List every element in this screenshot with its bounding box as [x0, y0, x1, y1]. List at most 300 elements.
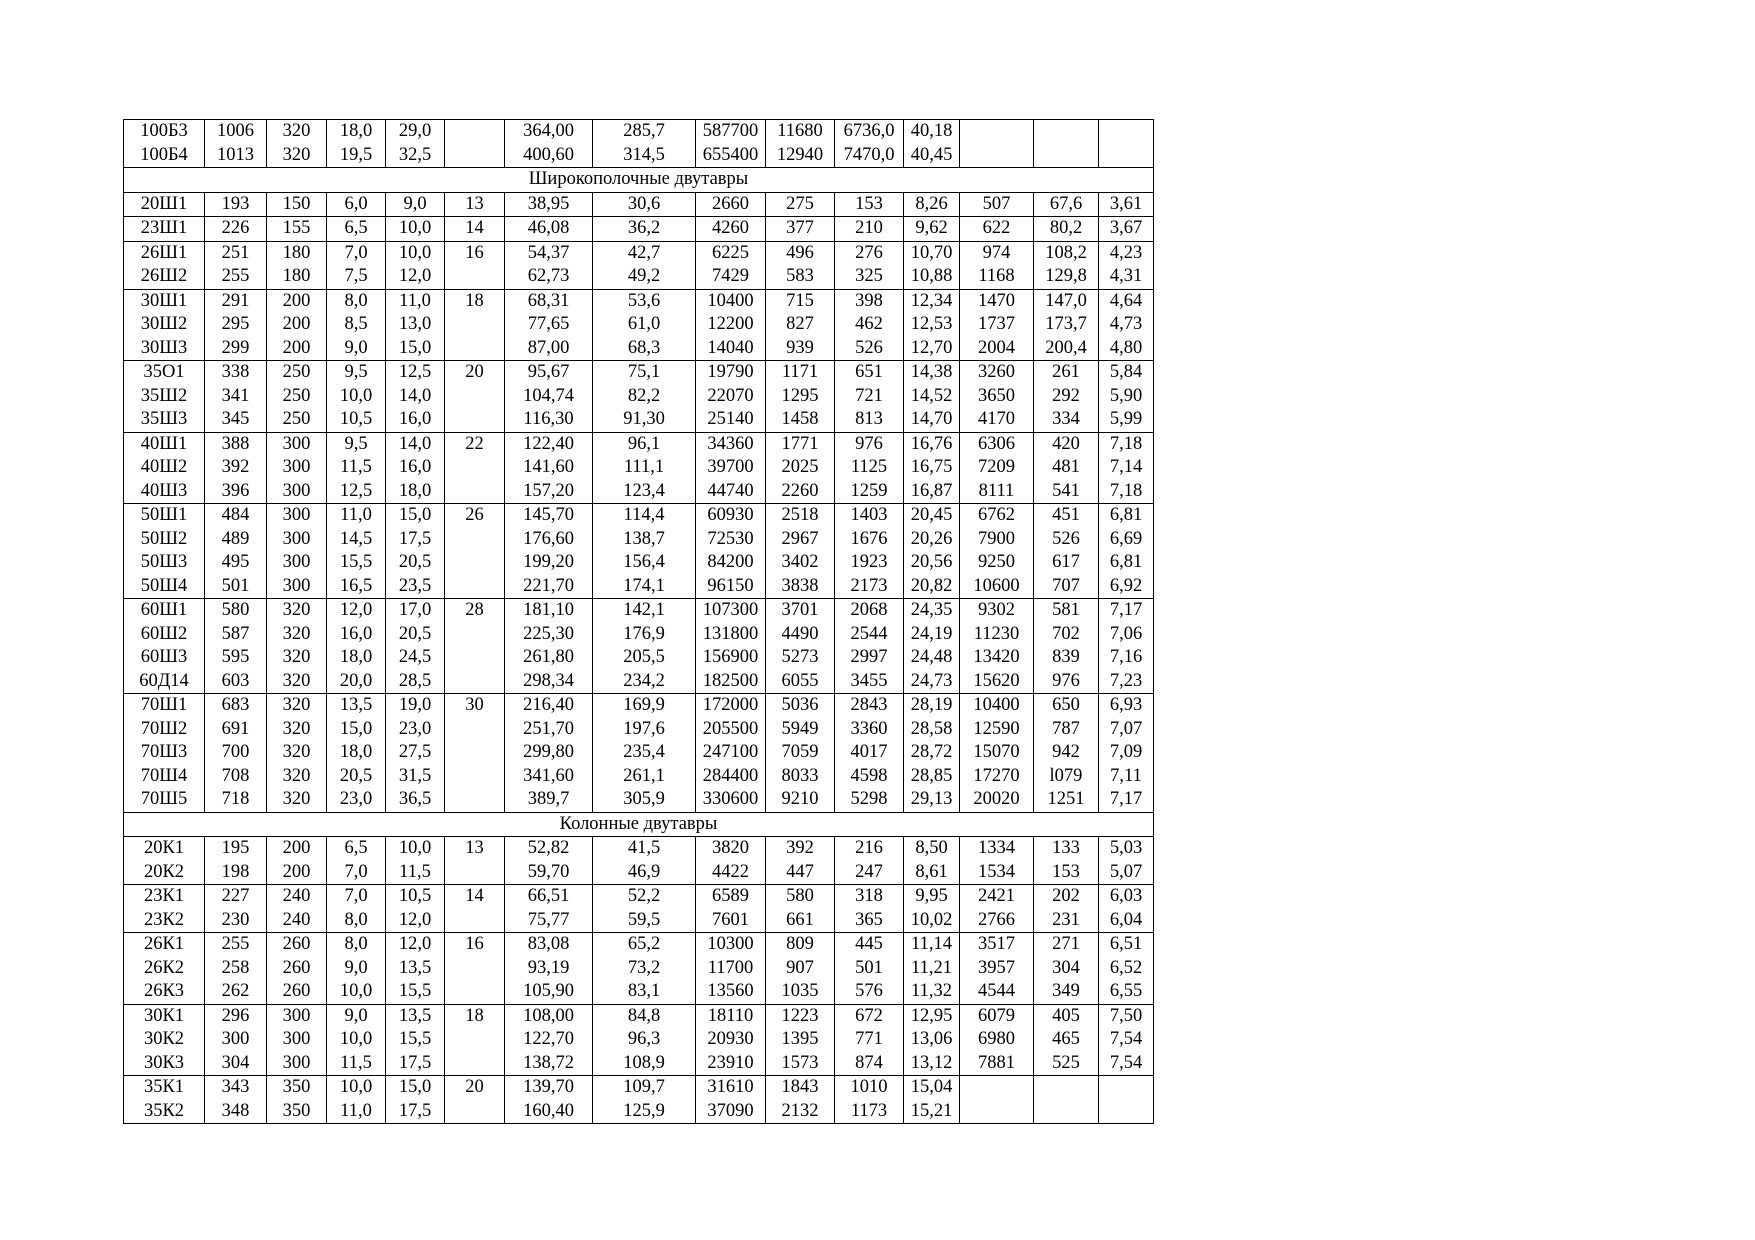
table-cell	[445, 456, 505, 480]
table-cell: 11,0	[327, 504, 386, 528]
table-cell: 13,0	[386, 313, 445, 337]
table-cell: 300	[267, 528, 327, 552]
table-cell: 10,0	[327, 1028, 386, 1052]
table-cell: 26	[445, 504, 505, 528]
table-cell	[445, 1100, 505, 1124]
table-cell: 198	[205, 861, 267, 885]
table-cell: 1470	[960, 289, 1034, 313]
table-cell: 650	[1034, 694, 1099, 718]
table-cell: 31,5	[386, 765, 445, 789]
table-cell: 37090	[696, 1100, 766, 1124]
table-cell: 16,87	[904, 480, 960, 504]
table-body	[124, 120, 1154, 1124]
table-cell: 3820	[696, 837, 766, 861]
table-cell: 73,2	[593, 957, 696, 981]
table-cell: 3360	[835, 718, 904, 742]
table-cell: 200	[267, 313, 327, 337]
table-cell: 14	[445, 217, 505, 242]
table-cell: 7,16	[1099, 646, 1154, 670]
table-cell: 227	[205, 885, 267, 909]
table-cell: 250	[267, 408, 327, 432]
profile-name-cell: 26К1	[124, 933, 205, 957]
table-cell: 61,0	[593, 313, 696, 337]
table-cell	[445, 980, 505, 1004]
table-cell: 11,32	[904, 980, 960, 1004]
table-cell: 67,6	[1034, 192, 1099, 217]
table-cell: 105,90	[505, 980, 593, 1004]
table-row	[124, 456, 1154, 480]
table-cell: 125,9	[593, 1100, 696, 1124]
table-cell: 576	[835, 980, 904, 1004]
table-cell: 17270	[960, 765, 1034, 789]
table-cell: 9,0	[327, 1004, 386, 1028]
table-cell: 1173	[835, 1100, 904, 1124]
table-cell: 75,1	[593, 361, 696, 385]
table-cell: 65,2	[593, 933, 696, 957]
profile-name-cell: 26К3	[124, 980, 205, 1004]
table-cell: 19,0	[386, 694, 445, 718]
table-cell: 300	[267, 1004, 327, 1028]
table-row	[124, 599, 1154, 623]
table-cell	[445, 765, 505, 789]
table-cell: 202	[1034, 885, 1099, 909]
table-cell: 7,50	[1099, 1004, 1154, 1028]
table-cell: 481	[1034, 456, 1099, 480]
table-cell: 392	[205, 456, 267, 480]
table-cell: 9,0	[327, 337, 386, 361]
table-cell: 22	[445, 432, 505, 456]
table-cell: 320	[267, 741, 327, 765]
table-cell: 507	[960, 192, 1034, 217]
table-cell: 205,5	[593, 646, 696, 670]
table-cell: 12,0	[386, 909, 445, 933]
table-cell: 325	[835, 265, 904, 289]
table-cell: 250	[267, 385, 327, 409]
table-row	[124, 432, 1154, 456]
table-cell: 1534	[960, 861, 1034, 885]
table-cell: 305,9	[593, 788, 696, 812]
table-cell: 299	[205, 337, 267, 361]
table-cell: 18	[445, 289, 505, 313]
table-cell: 226	[205, 217, 267, 242]
table-cell: 138,7	[593, 528, 696, 552]
table-cell: 255	[205, 933, 267, 957]
table-cell: 156,4	[593, 551, 696, 575]
table-row	[124, 1100, 1154, 1124]
table-cell: 13,5	[327, 694, 386, 718]
table-cell: 2025	[766, 456, 835, 480]
table-cell: 200	[267, 337, 327, 361]
table-cell: 5,90	[1099, 385, 1154, 409]
table-cell: 54,37	[505, 241, 593, 265]
table-cell: 29,0	[386, 120, 445, 144]
table-row	[124, 957, 1154, 981]
table-cell: 16	[445, 933, 505, 957]
table-cell	[960, 144, 1034, 168]
table-cell: 350	[267, 1076, 327, 1100]
table-row	[124, 385, 1154, 409]
table-cell: 133	[1034, 837, 1099, 861]
table-cell: 839	[1034, 646, 1099, 670]
table-cell: 6,03	[1099, 885, 1154, 909]
table-cell: 10600	[960, 575, 1034, 599]
table-cell: 10,0	[386, 217, 445, 242]
table-cell: 3260	[960, 361, 1034, 385]
table-cell: 20	[445, 361, 505, 385]
table-cell: 15,0	[386, 504, 445, 528]
table-cell: 15620	[960, 670, 1034, 694]
table-cell: 7900	[960, 528, 1034, 552]
table-cell: 1168	[960, 265, 1034, 289]
section-header-row	[124, 168, 1154, 193]
profile-name-cell: 35Ш2	[124, 385, 205, 409]
table-cell: 10,0	[386, 837, 445, 861]
table-cell: 320	[267, 120, 327, 144]
profile-name-cell: 70Ш4	[124, 765, 205, 789]
table-cell: 10,0	[327, 385, 386, 409]
table-cell: 976	[835, 432, 904, 456]
table-cell: 396	[205, 480, 267, 504]
table-cell: 495	[205, 551, 267, 575]
table-cell	[445, 1052, 505, 1076]
table-cell: 11230	[960, 623, 1034, 647]
table-cell: 526	[835, 337, 904, 361]
table-cell: 9250	[960, 551, 1034, 575]
table-cell: 49,2	[593, 265, 696, 289]
table-cell: 400,60	[505, 144, 593, 168]
table-cell: 15,5	[386, 980, 445, 1004]
table-cell: 24,35	[904, 599, 960, 623]
table-cell: 107300	[696, 599, 766, 623]
table-cell: 11680	[766, 120, 835, 144]
table-cell: 14,0	[386, 432, 445, 456]
table-cell: 583	[766, 265, 835, 289]
table-cell: 6980	[960, 1028, 1034, 1052]
table-cell: 216	[835, 837, 904, 861]
table-cell: 122,40	[505, 432, 593, 456]
table-cell: 18	[445, 1004, 505, 1028]
table-cell: 53,6	[593, 289, 696, 313]
table-row	[124, 646, 1154, 670]
table-cell: 36,5	[386, 788, 445, 812]
table-cell: 7881	[960, 1052, 1034, 1076]
table-cell: 156900	[696, 646, 766, 670]
table-cell: 111,1	[593, 456, 696, 480]
table-cell: 12,0	[386, 265, 445, 289]
table-row	[124, 265, 1154, 289]
table-cell: 320	[267, 599, 327, 623]
table-cell: 14040	[696, 337, 766, 361]
table-row	[124, 408, 1154, 432]
table-cell: 715	[766, 289, 835, 313]
table-cell: 721	[835, 385, 904, 409]
table-cell: 18,0	[327, 741, 386, 765]
table-cell: 250	[267, 361, 327, 385]
table-cell: 2843	[835, 694, 904, 718]
table-cell: 200,4	[1034, 337, 1099, 361]
profile-name-cell: 70Ш3	[124, 741, 205, 765]
table-cell: 230	[205, 909, 267, 933]
table-cell: 174,1	[593, 575, 696, 599]
table-row	[124, 1004, 1154, 1028]
profile-name-cell: 20К2	[124, 861, 205, 885]
table-cell: 251,70	[505, 718, 593, 742]
table-cell	[1034, 144, 1099, 168]
table-cell: 52,82	[505, 837, 593, 861]
table-cell: 2997	[835, 646, 904, 670]
table-cell: 225,30	[505, 623, 593, 647]
table-row	[124, 504, 1154, 528]
table-cell: 6079	[960, 1004, 1034, 1028]
table-row	[124, 623, 1154, 647]
table-cell: 320	[267, 765, 327, 789]
table-cell	[445, 337, 505, 361]
profile-name-cell: 35O1	[124, 361, 205, 385]
table-cell: 4,31	[1099, 265, 1154, 289]
table-cell: 28,58	[904, 718, 960, 742]
profile-name-cell: 23Ш1	[124, 217, 205, 242]
table-cell: 587	[205, 623, 267, 647]
table-cell: 16	[445, 241, 505, 265]
table-cell: 10,02	[904, 909, 960, 933]
table-cell: 11700	[696, 957, 766, 981]
table-cell: 581	[1034, 599, 1099, 623]
table-cell: 7,09	[1099, 741, 1154, 765]
table-cell: 19,5	[327, 144, 386, 168]
table-cell: 20,26	[904, 528, 960, 552]
table-cell: 300	[205, 1028, 267, 1052]
table-cell: 6762	[960, 504, 1034, 528]
table-cell: 6,69	[1099, 528, 1154, 552]
table-cell: 216,40	[505, 694, 593, 718]
table-cell: 771	[835, 1028, 904, 1052]
table-cell: 7,0	[327, 241, 386, 265]
table-cell	[960, 120, 1034, 144]
profile-name-cell: 50Ш2	[124, 528, 205, 552]
table-cell: 9,0	[386, 192, 445, 217]
profile-name-cell: 70Ш2	[124, 718, 205, 742]
table-cell: 96,3	[593, 1028, 696, 1052]
profile-name-cell: 20К1	[124, 837, 205, 861]
table-row	[124, 788, 1154, 812]
table-cell: 16,76	[904, 432, 960, 456]
table-cell: 77,65	[505, 313, 593, 337]
table-cell: 68,31	[505, 289, 593, 313]
table-cell: 36,2	[593, 217, 696, 242]
table-cell: 285,7	[593, 120, 696, 144]
table-cell	[445, 1028, 505, 1052]
table-row	[124, 289, 1154, 313]
table-cell: 5273	[766, 646, 835, 670]
table-cell: 39700	[696, 456, 766, 480]
table-row	[124, 313, 1154, 337]
table-cell: 221,70	[505, 575, 593, 599]
table-cell: 28,19	[904, 694, 960, 718]
table-cell: 320	[267, 694, 327, 718]
table-cell: 19790	[696, 361, 766, 385]
table-cell: 247	[835, 861, 904, 885]
table-cell: 260	[267, 933, 327, 957]
table-cell: 17,5	[386, 1100, 445, 1124]
table-cell: 14,0	[386, 385, 445, 409]
profile-name-cell: 70Ш5	[124, 788, 205, 812]
table-cell: 7,17	[1099, 788, 1154, 812]
table-cell: 261	[1034, 361, 1099, 385]
table-cell: 40,45	[904, 144, 960, 168]
table-cell: 123,4	[593, 480, 696, 504]
table-cell: 16,0	[386, 456, 445, 480]
table-row	[124, 980, 1154, 1004]
table-cell: 75,77	[505, 909, 593, 933]
table-cell	[445, 120, 505, 144]
table-row	[124, 885, 1154, 909]
profile-name-cell: 60Д14	[124, 670, 205, 694]
table-cell: 3,61	[1099, 192, 1154, 217]
table-row	[124, 861, 1154, 885]
table-cell: 465	[1034, 1028, 1099, 1052]
table-cell: 13420	[960, 646, 1034, 670]
table-cell	[1099, 1100, 1154, 1124]
table-cell: 296	[205, 1004, 267, 1028]
table-cell: 672	[835, 1004, 904, 1028]
table-cell: 1573	[766, 1052, 835, 1076]
table-cell: 20,0	[327, 670, 386, 694]
table-cell: 300	[267, 456, 327, 480]
table-cell: 300	[267, 504, 327, 528]
table-cell: 300	[267, 575, 327, 599]
table-cell: 10300	[696, 933, 766, 957]
table-cell: 258	[205, 957, 267, 981]
table-cell: 976	[1034, 670, 1099, 694]
table-cell: 7,17	[1099, 599, 1154, 623]
table-cell: 304	[1034, 957, 1099, 981]
table-cell: 240	[267, 885, 327, 909]
table-cell: 489	[205, 528, 267, 552]
table-cell: 62,73	[505, 265, 593, 289]
table-cell: 262	[205, 980, 267, 1004]
table-cell: 7429	[696, 265, 766, 289]
table-cell: l079	[1034, 765, 1099, 789]
table-cell: 707	[1034, 575, 1099, 599]
profile-name-cell: 30Ш2	[124, 313, 205, 337]
table-cell: 7,5	[327, 265, 386, 289]
table-cell: 349	[1034, 980, 1099, 1004]
table-cell: 80,2	[1034, 217, 1099, 242]
table-cell: 180	[267, 241, 327, 265]
table-cell: 9302	[960, 599, 1034, 623]
table-cell: 6,55	[1099, 980, 1154, 1004]
table-cell: 8033	[766, 765, 835, 789]
table-cell: 9,95	[904, 885, 960, 909]
table-cell: 12,70	[904, 337, 960, 361]
table-cell: 8,0	[327, 909, 386, 933]
table-cell: 27,5	[386, 741, 445, 765]
table-cell	[1099, 120, 1154, 144]
table-cell: 20020	[960, 788, 1034, 812]
table-cell	[445, 408, 505, 432]
table-cell: 496	[766, 241, 835, 265]
table-cell: 3517	[960, 933, 1034, 957]
table-cell: 7,07	[1099, 718, 1154, 742]
table-cell: 1223	[766, 1004, 835, 1028]
table-cell: 182500	[696, 670, 766, 694]
table-cell: 6,5	[327, 837, 386, 861]
table-row	[124, 1076, 1154, 1100]
table-cell: 20930	[696, 1028, 766, 1052]
table-cell: 23,0	[327, 788, 386, 812]
table-cell: 4017	[835, 741, 904, 765]
table-cell: 59,70	[505, 861, 593, 885]
table-cell: 398	[835, 289, 904, 313]
table-cell: 20,56	[904, 551, 960, 575]
table-row	[124, 765, 1154, 789]
table-cell: 617	[1034, 551, 1099, 575]
table-row	[124, 528, 1154, 552]
table-cell: 24,73	[904, 670, 960, 694]
table-cell: 5,99	[1099, 408, 1154, 432]
table-cell: 1395	[766, 1028, 835, 1052]
table-cell: 2544	[835, 623, 904, 647]
table-cell: 29,13	[904, 788, 960, 812]
profile-name-cell: 35Ш3	[124, 408, 205, 432]
table-cell: 16,0	[327, 623, 386, 647]
table-cell: 17,5	[386, 1052, 445, 1076]
table-cell: 46,08	[505, 217, 593, 242]
table-cell: 7,0	[327, 861, 386, 885]
profile-name-cell: 35К1	[124, 1076, 205, 1100]
table-cell: 7,23	[1099, 670, 1154, 694]
table-cell: 11,14	[904, 933, 960, 957]
table-cell	[445, 861, 505, 885]
table-cell: 108,00	[505, 1004, 593, 1028]
table-cell: 702	[1034, 623, 1099, 647]
table-cell: 8,50	[904, 837, 960, 861]
table-cell: 587700	[696, 120, 766, 144]
table-cell: 40,18	[904, 120, 960, 144]
table-cell: 2004	[960, 337, 1034, 361]
table-cell: 31610	[696, 1076, 766, 1100]
table-cell: 708	[205, 765, 267, 789]
table-cell: 300	[267, 480, 327, 504]
table-cell: 30,6	[593, 192, 696, 217]
table-cell: 661	[766, 909, 835, 933]
table-cell: 38,95	[505, 192, 593, 217]
table-cell: 16,75	[904, 456, 960, 480]
table-cell: 34360	[696, 432, 766, 456]
table-cell	[445, 909, 505, 933]
table-cell: 176,9	[593, 623, 696, 647]
table-cell: 1334	[960, 837, 1034, 861]
table-row	[124, 144, 1154, 168]
table-cell: 501	[835, 957, 904, 981]
table-cell: 10,0	[386, 241, 445, 265]
table-cell: 1013	[205, 144, 267, 168]
table-cell: 9,5	[327, 432, 386, 456]
profile-name-cell: 20Ш1	[124, 192, 205, 217]
table-cell: 12,34	[904, 289, 960, 313]
table-cell: 13,12	[904, 1052, 960, 1076]
table-cell: 8,61	[904, 861, 960, 885]
table-cell: 320	[267, 788, 327, 812]
table-cell: 41,5	[593, 837, 696, 861]
table-cell: 405	[1034, 1004, 1099, 1028]
table-row	[124, 694, 1154, 718]
table-row	[124, 217, 1154, 242]
table-cell: 304	[205, 1052, 267, 1076]
table-cell: 350	[267, 1100, 327, 1124]
table-cell: 447	[766, 861, 835, 885]
table-cell: 292	[1034, 385, 1099, 409]
